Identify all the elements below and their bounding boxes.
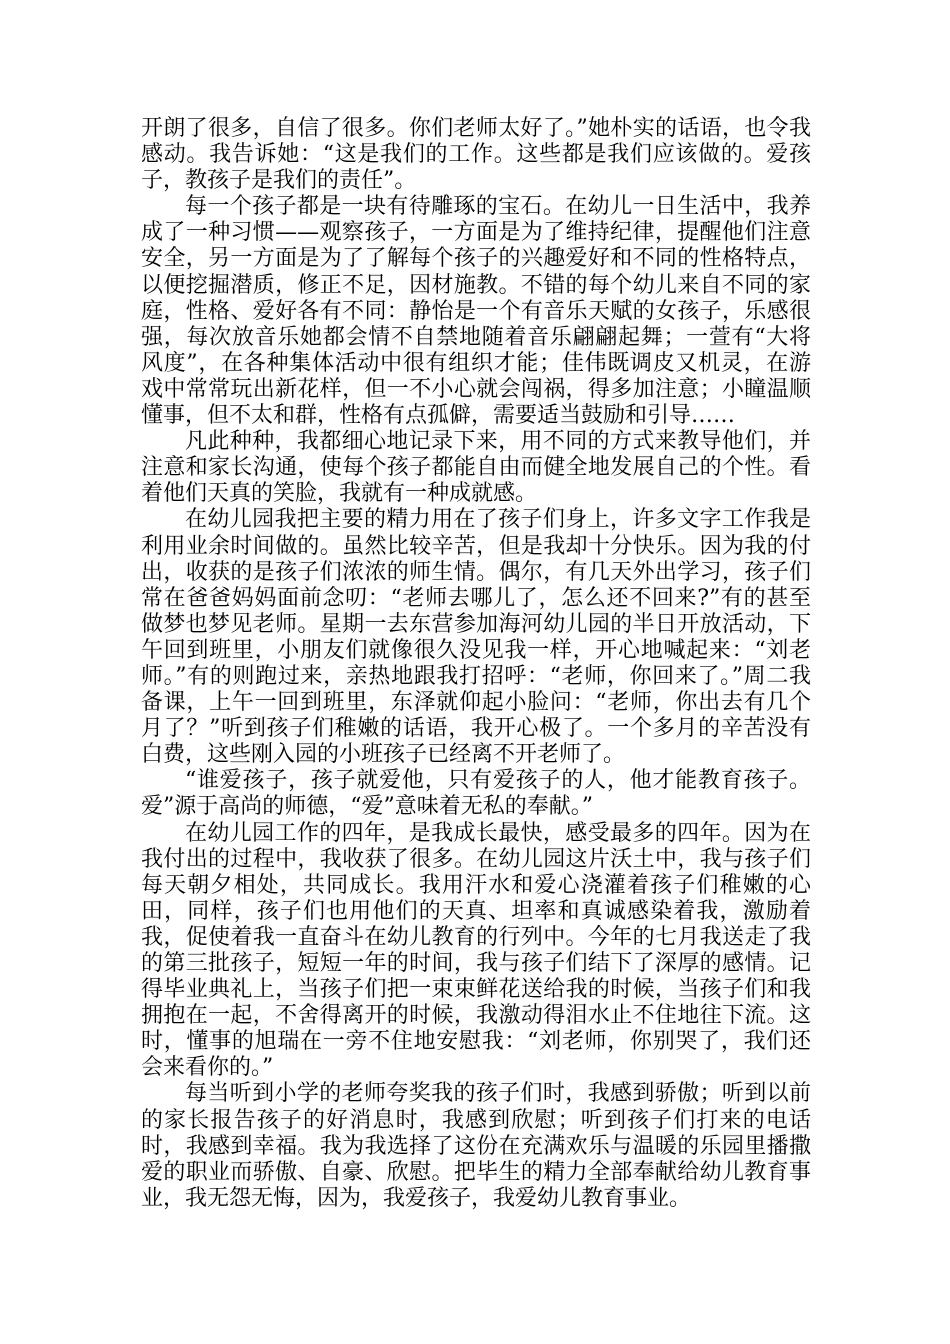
paragraph-love-quote: “谁爱孩子，孩子就爱他，只有爱孩子的人，他才能教育孩子。爱”源于高尚的师德，“爱”意味着无私的奉献。” xyxy=(141,768,811,820)
paragraph-teacher-student-bond: 在幼儿园我把主要的精力用在了孩子们身上，许多文字工作我是利用业余时间做的。虽然比较辛苦，但是我却十分快乐。因为我的付出，收获的是孩子们浓浓的师生情。偶尔，有几天外出学习，孩子们常在爸爸妈妈面前念叨：“老师去哪儿了，怎么还不回来?”有的甚至做梦也梦见老师。星期一去东营参加海河幼儿园的半日开放活动，下午回到班里，小朋友们就像很久没见我一样，开心地喊起来：“刘老师。”有的则跑过来，亲热地跟我打招呼：“老师，你回来了。”周二我备课，上午一回到班里，东泽就仰起小脸问：“老师，你出去有几个月了？”听到孩子们稚嫩的话语，我开心极了。一个多月的辛苦没有白费，这些刚入园的小班孩子已经离不开老师了。 xyxy=(141,507,811,768)
paragraph-recording-notes: 凡此种种，我都细心地记录下来，用不同的方式来教导他们，并注意和家长沟通，使每个孩子都能自由而健全地发展自己的个性。看着他们天真的笑脸，我就有一种成就感。 xyxy=(141,429,811,507)
paragraph-continuation: 开朗了很多，自信了很多。你们老师太好了。”她朴实的话语，也令我感动。我告诉她：“这是我们的工作。这些都是我们应该做的。爱孩子，教孩子是我们的责任”。 xyxy=(141,116,811,194)
document-page xyxy=(141,116,811,1212)
paragraph-four-years: 在幼儿园工作的四年，是我成长最快，感受最多的四年。因为在我付出的过程中，我收获了很多。在幼儿园这片沃土中，我与孩子们每天朝夕相处，共同成长。我用汗水和爱心浇灌着孩子们稚嫩的心田，同样，孩子们也用他们的天真、坦率和真诚感染着我，激励着我，促使着我一直奋斗在幼儿教育的行列中。今年的七月我送走了我的第三批孩子，短短一年的时间，我与孩子们结下了深厚的感情。记得毕业典礼上，当孩子们把一束束鲜花送给我的时候，当孩子们和我拥抱在一起，不舍得离开的时候，我激动得泪水止不住地往下流。这时，懂事的旭瑞在一旁不住地安慰我：“刘老师，你别哭了，我们还会来看你的。” xyxy=(141,820,811,1081)
paragraph-observing-children: 每一个孩子都是一块有待雕琢的宝石。在幼儿一日生活中，我养成了一种习惯——观察孩子，一方面是为了维持纪律，提醒他们注意安全，另一方面是为了了解每个孩子的兴趣爱好和不同的性格特点，以便挖掘潜质，修正不足，因材施教。不错的每个幼儿来自不同的家庭，性格、爱好各有不同：静怡是一个有音乐天赋的女孩子，乐感很强，每次放音乐她都会情不自禁地随着音乐翩翩起舞；一萱有“大将风度”，在各种集体活动中很有组织才能；佳伟既调皮又机灵，在游戏中常常玩出新花样，但一不小心就会闯祸，得多加注意；小瞳温顺懂事，但不太和群，性格有点孤僻，需要适当鼓励和引导…… xyxy=(141,194,811,429)
paragraph-conclusion: 每当听到小学的老师夸奖我的孩子们时，我感到骄傲；听到以前的家长报告孩子的好消息时，我感到欣慰；听到孩子们打来的电话时，我感到幸福。我为我选择了这份在充满欢乐与温暖的乐园里播撒爱的职业而骄傲、自豪、欣慰。把毕生的精力全部奉献给幼儿教育事业，我无怨无悔，因为，我爱孩子，我爱幼儿教育事业。 xyxy=(141,1081,811,1211)
